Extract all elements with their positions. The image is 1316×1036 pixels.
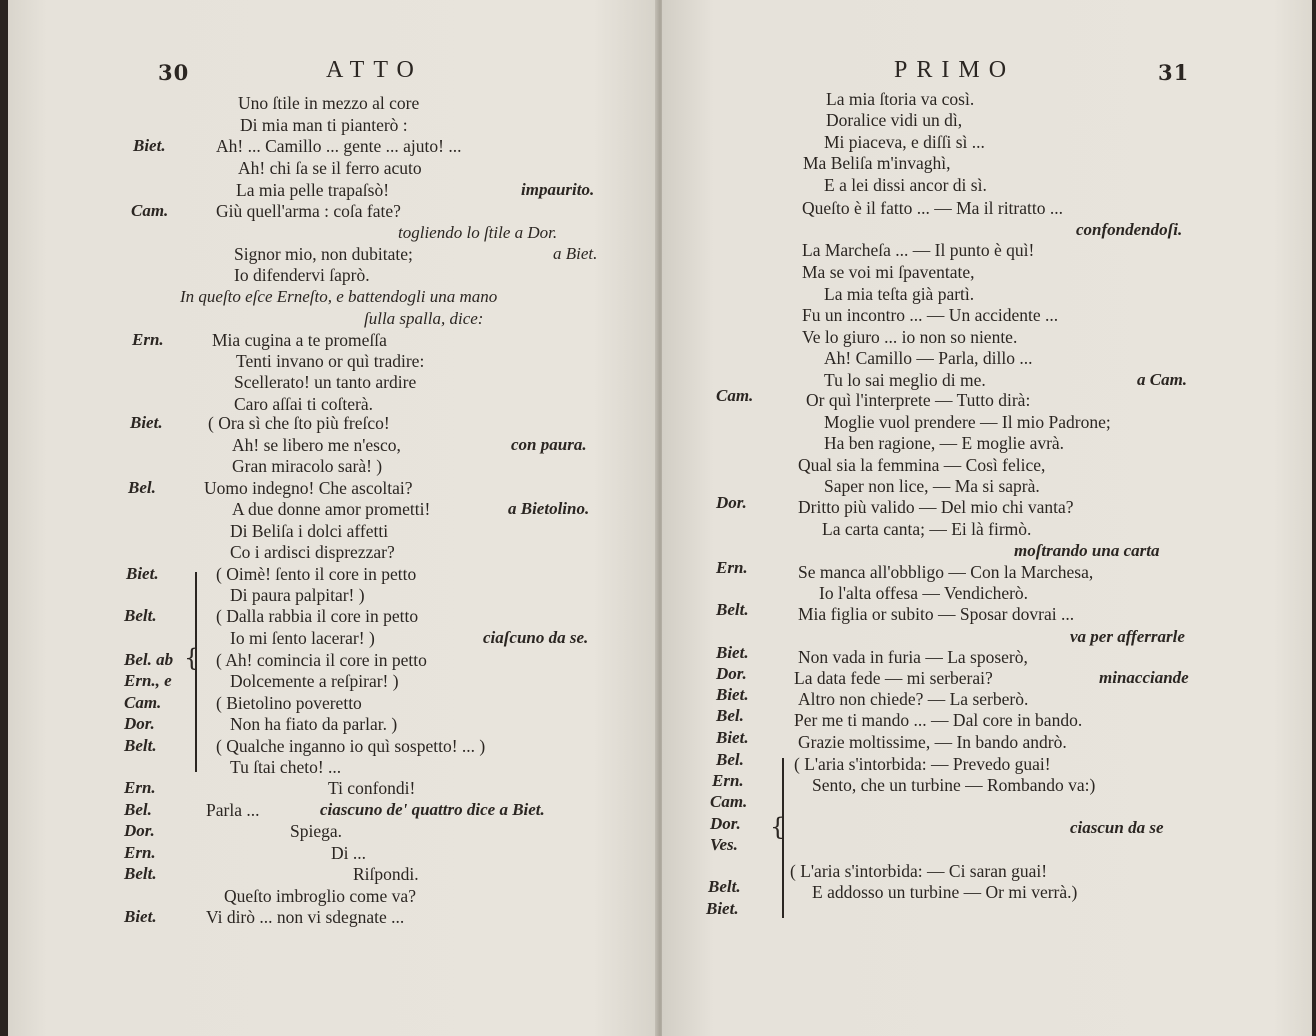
verse-line: Ti confondi! [328,778,416,798]
speaker-label: Belt. [716,600,749,619]
verse-line: Ve lo giuro ... io non so niente. [802,327,1018,347]
verse-line: Caro aſſai ti coſterà. [234,394,373,414]
page-number: 30 [158,60,190,85]
verse-line: La mia pelle trapaſsò! [236,180,390,200]
speaker-label: Biet. [124,907,157,926]
speaker-label: Belt. [124,606,157,625]
speaker-label: Bel. ab [124,650,174,669]
verse-line: Riſpondi. [353,864,419,884]
verse-line: Ah! chi ſa se il ferro acuto [238,158,422,178]
speaker-label: Ern. [712,771,744,790]
verse-line: Parla ... [206,800,260,820]
verse-line: Io difendervi ſaprò. [234,265,370,285]
verse-line: Dolcemente a reſpirar! ) [230,671,399,691]
speaker-label: Dor. [716,664,747,683]
verse-line: Ah! se libero me n'esco, [232,435,401,455]
verse-line: ( Ah! comincia il core in petto [216,650,427,670]
speaker-label: Biet. [706,899,739,918]
verse-line: Mia figlia or subito — Sposar dovrai ... [798,604,1075,624]
stage-direction: minacciande [1099,668,1189,687]
stage-direction: ſulla spalla, dice: [364,309,484,328]
brace-mark: { [184,644,200,672]
speaker-label: Ern. [124,778,156,797]
verse-line: Sento, che un turbine — Rombando va:) [812,775,1096,795]
speaker-label: Biet. [716,685,749,704]
verse-line: Queſto è il fatto ... — Ma il ritratto ... [802,198,1063,218]
speaker-label: Cam. [131,201,169,220]
speaker-label: Belt. [708,877,741,896]
verse-line: ( Dalla rabbia il core in petto [216,606,419,626]
speaker-label: Bel. [716,750,744,769]
speaker-label: Biet. [716,643,749,662]
verse-line: Ah! ... Camillo ... gente ... ajuto! ... [216,136,462,156]
speaker-label: Ern. [716,558,748,577]
verse-line: Queſto imbroglio come va? [224,886,416,906]
stage-direction: a Bietolino. [508,499,590,518]
speaker-label: Belt. [124,736,157,755]
speaker-label: Biet. [126,564,159,583]
speaker-label: Biet. [130,413,163,432]
speaker-label: Biet. [133,136,166,155]
stage-direction: moſtrando una carta [1014,541,1160,560]
speaker-label: Bel. [128,478,156,497]
verse-line: Grazie moltissime, — In bando andrò. [798,732,1067,752]
verse-line: Di Beliſa i dolci affetti [230,521,389,541]
verse-line: ( L'aria s'intorbida: — Ci saran guai! [790,861,1048,881]
verse-line: Non vada in furia — La sposerò, [798,647,1028,667]
stage-direction: togliendo lo ſtile a Dor. [398,223,558,242]
verse-line: La mia teſta già partì. [824,284,975,304]
verse-line: Mi piaceva, e diſſi sì ... [824,132,985,152]
speaker-label: Bel. [124,800,152,819]
speaker-label: Ern., e [124,671,172,690]
verse-line: E addosso un turbine — Or mi verrà.) [812,882,1078,902]
stage-direction: con paura. [511,435,587,454]
verse-line: La Marcheſa ... — Il punto è quì! [802,240,1035,260]
stage-direction: ciascuno de' quattro dice a Biet. [320,800,545,819]
stage-direction: a Biet. [553,244,598,263]
stage-direction: a Cam. [1137,370,1188,389]
running-header: PRIMO [894,57,1016,83]
verse-line: Non ha fiato da parlar. ) [230,714,398,734]
right-page [662,0,1312,1036]
verse-line: Dritto più valido — Del mio chi vanta? [798,497,1074,517]
verse-line: Tu lo sai meglio di me. [824,370,986,390]
verse-line: Tu ſtai cheto! ... [230,757,342,777]
stage-direction: ciascun da se [1070,818,1164,837]
verse-line: Fu un incontro ... — Un accidente ... [802,305,1059,325]
speaker-label: Biet. [716,728,749,747]
verse-line: Tenti invano or quì tradire: [236,351,425,371]
verse-line: Doralice vidi un dì, [826,110,963,130]
verse-line: Vi dirò ... non vi sdegnate ... [206,907,405,927]
stage-direction: In queſto eſce Erneſto, e battendogli una mano [180,287,498,306]
verse-line: Uno ſtile in mezzo al core [238,93,420,113]
brace-bar [195,572,197,772]
speaker-label: Dor. [124,714,155,733]
verse-line: ( Qualche inganno io quì sospetto! ... ) [216,736,486,756]
verse-line: Giù quell'arma : coſa fate? [216,201,401,221]
verse-line: Scellerato! un tanto ardire [234,372,417,392]
verse-line: Se manca all'obbligo — Con la Marchesa, [798,562,1094,582]
verse-line: Gran miracolo sarà! ) [232,456,383,476]
stage-direction: confondendoſi. [1076,220,1183,239]
verse-line: E a lei dissi ancor di sì. [824,175,987,195]
speaker-label: Dor. [710,814,741,833]
verse-line: Altro non chiede? — La serberò. [798,689,1029,709]
verse-line: ( Bietolino poveretto [216,693,362,713]
verse-line: Signor mio, non dubitate; [234,244,413,264]
verse-line: Co i ardisci disprezzar? [230,542,395,562]
speaker-label: Belt. [124,864,157,883]
speaker-label: Cam. [716,386,754,405]
verse-line: ( Oimè! ſento il core in petto [216,564,417,584]
verse-line: ( Ora sì che ſto più freſco! [208,413,390,433]
running-header: ATTO [326,57,423,83]
verse-line: Ah! Camillo — Parla, dillo ... [824,348,1033,368]
verse-line: La carta canta; — Ei là firmò. [822,519,1032,539]
verse-line: Per me ti mando ... — Dal core in bando. [794,710,1083,730]
verse-line: Spiega. [290,821,343,841]
verse-line: La mia ſtoria va così. [826,89,975,109]
verse-line: Saper non lice, — Ma si saprà. [824,476,1040,496]
speaker-label: Dor. [124,821,155,840]
verse-line: Di ... [331,843,366,863]
verse-line: Mia cugina a te promeſſa [212,330,387,350]
verse-line: A due donne amor prometti! [232,499,431,519]
speaker-label: Ves. [710,835,738,854]
verse-line: Ha ben ragione, — E moglie avrà. [824,433,1065,453]
verse-line: Di paura palpitar! ) [230,585,365,605]
speaker-label: Ern. [124,843,156,862]
stage-direction: impaurito. [521,180,595,199]
speaker-label: Ern. [132,330,164,349]
stage-direction: va per afferrarle [1070,627,1185,646]
verse-line: Moglie vuol prendere — Il mio Padrone; [824,412,1111,432]
verse-line: Qual sia la femmina — Così felice, [798,455,1046,475]
stage-direction: ciaſcuno da se. [483,628,589,647]
speaker-label: Cam. [710,792,748,811]
verse-line: Io l'alta offesa — Vendicherò. [819,583,1029,603]
left-page [8,0,658,1036]
verse-line: Di mia man ti pianterò : [240,115,408,135]
speaker-label: Cam. [124,693,162,712]
verse-line: La data fede — mi serberai? [794,668,993,688]
speaker-label: Bel. [716,706,744,725]
verse-line: Ma se voi mi ſpaventate, [802,262,975,282]
page-number: 31 [1158,60,1190,85]
verse-line: Or quì l'interprete — Tutto dirà: [806,390,1031,410]
verse-line: Ma Beliſa m'invaghì, [803,153,951,173]
brace-mark: { [770,813,786,841]
verse-line: ( L'aria s'intorbida: — Prevedo guai! [794,754,1051,774]
speaker-label: Dor. [716,493,747,512]
verse-line: Io mi ſento lacerar! ) [230,628,375,648]
verse-line: Uomo indegno! Che ascoltai? [204,478,413,498]
